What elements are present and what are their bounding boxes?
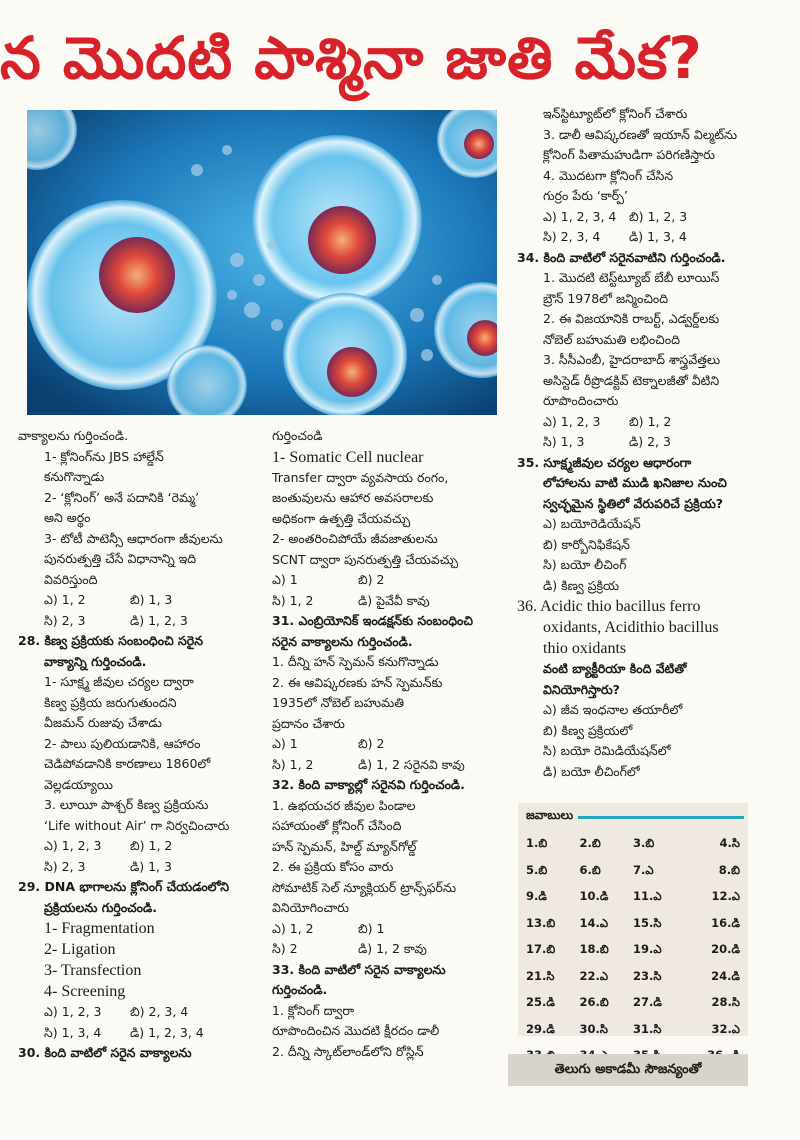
text-line: కనుగొన్నాడు xyxy=(44,469,105,484)
answer-item: 12.ఎ xyxy=(711,889,740,903)
text-line: 2- అంతరించిపోయే జీవజాతులను xyxy=(272,531,438,546)
text-line: సహాయంతో క్లోనింగ్ చేసింది xyxy=(272,818,402,833)
text-line: 3- Transfection xyxy=(44,962,142,979)
text-line: పునరుత్పత్తి చేసే విధానాన్ని ఇది xyxy=(44,551,197,566)
option: డి) 1, 2 కావు xyxy=(358,941,427,956)
text-line: 3. డాలీ ఆవిష్కరణతో ఇయాన్ విల్మట్‌ను xyxy=(543,126,738,142)
text-line: 3. లూయీ పాశ్చర్ కిణ్వ ప్రక్రియను xyxy=(44,797,209,812)
answer-item: 7.ఎ xyxy=(633,862,654,877)
option-row xyxy=(517,207,747,228)
answer-item: 14.ఎ xyxy=(579,915,609,930)
answer-item: 17.బి xyxy=(526,942,556,956)
text-line: సోమాటిక్ సెల్ న్యూక్లియర్ ట్రాన్స్‌ఫర్‌ను xyxy=(272,879,457,895)
answer-item: 29.డి xyxy=(526,1021,555,1036)
option-row xyxy=(272,591,504,612)
text-line: SCNT ద్వారా పునరుత్పత్తి చేయవచ్చు xyxy=(272,551,459,567)
text-line: అని అర్థం xyxy=(44,510,91,525)
question-line: వంటి బ్యాక్టీరియా కింది వేటితో xyxy=(543,661,687,676)
answer-item: 6.బి xyxy=(579,862,601,877)
text-line: వాక్యాలను గుర్తించండి. xyxy=(18,428,129,443)
text-line: బి) కిణ్వ ప్రక్రియలో xyxy=(543,722,633,738)
column-2 xyxy=(272,426,504,1062)
text-line: oxidants, Acidithio bacillus xyxy=(543,619,719,636)
text-line: వినియోగించారు xyxy=(272,900,349,915)
option-row xyxy=(517,227,747,248)
answer-item: 8.బి xyxy=(718,862,740,877)
option: సి) 2, 3 xyxy=(44,612,86,628)
option: సి) 1, 2 xyxy=(272,592,314,608)
answer-item: 27.డి xyxy=(633,995,662,1009)
question-line: 30. కింది వాటిలో సరైన వాక్యాలను xyxy=(18,1045,192,1060)
option-row xyxy=(517,432,747,453)
text-line: ఎ) బయోరెడియేషన్ xyxy=(543,516,641,531)
answer-item: 20.డి xyxy=(711,942,740,956)
text-line: అధికంగా ఉత్పత్తి చేయవచ్చు xyxy=(272,510,411,526)
text-line: హన్ స్పెమన్, హిల్డ్ మ్యాన్‌గోల్డ్ xyxy=(272,838,417,854)
text-line: 1. ఉభయచర జీవుల పిండాల xyxy=(272,797,416,813)
text-line: 2- పాలు పులియడానికి, ఆహారం xyxy=(44,735,201,751)
question-line: 32. కింది వాక్యాల్లో సరైనవి గుర్తించండి. xyxy=(272,777,465,792)
option-row xyxy=(18,590,263,611)
text-line: క్లోనింగ్ పితామహుడిగా పరిగణిస్తారు xyxy=(543,147,715,162)
answer-item: 4.సి xyxy=(719,836,740,850)
option: సి) 2 xyxy=(272,941,298,956)
answer-item: 25.డి xyxy=(526,995,555,1009)
option-row xyxy=(272,919,504,940)
text-line: ప్రదానం చేశారు xyxy=(272,715,345,731)
option: సి) 2, 3 xyxy=(44,858,86,874)
text-line: 1- Somatic Cell nuclear xyxy=(272,448,424,466)
option-row xyxy=(18,1002,263,1023)
text-line: సి) బయో రెమిడియేషన్‌లో xyxy=(543,743,671,758)
text-line: 1. మొదటి టెస్ట్‌ట్యూబ్ బేబీ లూయిస్ xyxy=(543,270,720,285)
answer-item: 1.బి xyxy=(526,836,548,850)
text-line: 4- Screening xyxy=(44,983,126,1000)
text-line: డి) కిణ్వ ప్రక్రియ xyxy=(543,577,620,593)
text-line: 2. ఈ ఆవిష్కరణకు హన్ స్పెమన్‌కు xyxy=(272,674,443,690)
text-line: ఎ) జీవ ఇంధనాల తయారీలో xyxy=(543,702,683,717)
text-line: 1- సూక్ష్మ జీవుల చర్యల ద్వారా xyxy=(44,674,194,689)
text-line: బ్రౌన్ 1978లో జన్మించింది xyxy=(543,290,669,306)
text-line: కిణ్వ ప్రక్రియ జరుగుతుందని xyxy=(44,694,177,710)
text-line: 3. సీసీఎంబీ, హైదరాబాద్ శాస్త్రవేత్తలు xyxy=(543,352,721,367)
answer-item: 31.సి xyxy=(633,1021,662,1036)
headline: న మొదటి పాశ్మినా జాతి మేక? xyxy=(0,24,703,92)
text-line: డి) బయో లీచింగ్‌లో xyxy=(543,763,640,779)
answer-item: 23.సి xyxy=(633,968,662,983)
option-row xyxy=(18,836,263,857)
text-line: 36. Acidic thio bacillus ferro xyxy=(517,598,701,615)
answer-item: 3.బి xyxy=(633,836,655,850)
text-line: సి) బయో లీచింగ్ xyxy=(543,557,627,572)
option: బి) 2 xyxy=(358,736,385,751)
question-line: 28. కిణ్వ ప్రక్రియకు సంబంధించి సరైన xyxy=(18,633,203,648)
answer-item: 21.సి xyxy=(526,968,555,983)
question-line: 34. కింది వాటిలో సరైనవాటిని గుర్తించండి. xyxy=(517,249,726,265)
text-line: ఇన్‌స్టిట్యూట్‌లో క్లోనింగ్ చేశారు xyxy=(543,106,688,121)
option: సి) 2, 3, 4 xyxy=(543,229,601,244)
option: డి) 1, 2, 3, 4 xyxy=(130,1024,204,1040)
text-line: చెడిపోవడానికి కారణాలు 1860లో xyxy=(44,756,211,771)
answer-item: 15.సి xyxy=(633,915,662,930)
answer-item: 2.బి xyxy=(579,836,601,850)
text-line: అసిస్టెడ్ రీప్రొడక్టివ్ టెక్నాలజీతో వీటిని xyxy=(543,372,720,388)
text-line: 3- టోటీ పాటెన్సీ ఆధారంగా జీవులను xyxy=(44,530,223,546)
cell-illustration xyxy=(27,110,497,415)
text-line: 2- ‘క్లోనింగ్’ అనే పదానికి ‘రెమ్మ’ xyxy=(44,489,200,505)
question-line: గుర్తించండి. xyxy=(272,982,328,997)
answer-item: 5.బి xyxy=(526,862,548,877)
option: బి) 1, 2, 3 xyxy=(629,208,688,224)
answer-item: 19.ఎ xyxy=(633,942,662,956)
text-line: గుర్రం పేరు ‘కార్ప్’ xyxy=(543,188,628,203)
answer-key-rule xyxy=(578,816,744,819)
question-line: లోహాలను వాటి ముడి ఖనిజాల నుంచి xyxy=(543,475,727,490)
text-line: 4. మొదటగా క్లోనింగ్ చేసిన xyxy=(543,167,674,183)
answer-item: 9.డి xyxy=(526,889,547,903)
question-line: వాక్యాన్ని గుర్తించండి. xyxy=(44,653,147,669)
option: ఎ) 1, 2, 3 xyxy=(44,1004,102,1019)
option-row xyxy=(18,1023,263,1044)
answer-item: 26.బి xyxy=(579,995,609,1009)
answer-item: 18.బి xyxy=(579,942,609,956)
text-line: జంతువులను ఆహార అవసరాలకు xyxy=(272,490,434,505)
option-row xyxy=(18,611,263,632)
option: ఎ) 1, 2 xyxy=(44,592,86,607)
text-line: 1- క్లోనింగ్‌ను JBS హాల్డేన్ xyxy=(44,448,164,464)
answer-key-box xyxy=(518,803,748,1036)
option: డి) 1, 3 xyxy=(130,858,172,874)
answer-item: 30.సి xyxy=(579,1021,608,1036)
column-3 xyxy=(517,104,747,782)
answer-key-title-text: జవాబులు xyxy=(526,808,574,822)
question-line: 29. DNA భాగాలను క్లోనింగ్ చేయడంలోని xyxy=(18,879,229,894)
option-row xyxy=(18,857,263,878)
column-1 xyxy=(18,426,263,1064)
option: ఎ) 1, 2, 3 xyxy=(44,838,102,853)
answer-item: 10.డి xyxy=(579,889,609,903)
option-row xyxy=(517,412,747,433)
option: బి) 1, 2 xyxy=(629,413,672,429)
option: డి) 2, 3 xyxy=(629,434,671,449)
answer-item: 22.ఎ xyxy=(579,968,609,983)
question-line: 31. ఎంబ్రియోనిక్ ఇండక్షన్‌కు సంబంధించి xyxy=(272,613,473,628)
option: బి) 2, 3, 4 xyxy=(130,1004,189,1019)
option: డి) 1, 3, 4 xyxy=(629,229,687,244)
option: ఎ) 1, 2, 3, 4 xyxy=(543,208,617,224)
option: డి) 1, 2 సరైనవి కావు xyxy=(358,756,465,772)
cell-illustration-graphic xyxy=(27,110,497,415)
option: ఎ) 1, 2 xyxy=(272,920,314,936)
option: బి) 1 xyxy=(358,920,385,936)
question-line: స్వచ్ఛమైన స్థితిలో వేరుపరిచే ప్రక్రియ? xyxy=(543,495,724,511)
answer-item: 24.డి xyxy=(711,968,740,983)
answer-item: 32.ఎ xyxy=(711,1021,740,1036)
text-line: ‘Life without Air’ గా నిర్వచించారు xyxy=(44,817,230,833)
text-line: నోబెల్ బహుమతి లభించింది xyxy=(543,331,680,347)
text-line: 1935లో నోబెల్ బహుమతి xyxy=(272,695,405,710)
text-line: బి) కార్బోనిఫికేషన్ xyxy=(543,536,630,552)
text-line: వెల్లడయ్యాయి xyxy=(44,776,113,792)
question-line: వినియోగిస్తారు? xyxy=(543,681,620,697)
option: ఎ) 1 xyxy=(272,572,298,587)
answer-item: 11.ఎ xyxy=(633,889,662,903)
text-line: 2. దీన్ని స్కాట్‌లాండ్‌లోని రోస్లిన్ xyxy=(272,1043,424,1059)
option: సి) 1, 2 xyxy=(272,756,314,772)
option: ఎ) 1, 2, 3 xyxy=(543,413,601,429)
answer-item: 13.బి xyxy=(526,915,556,930)
text-line: 2. ఈ ప్రక్రియ కోసం వారు xyxy=(272,859,394,874)
answer-item: 16.డి xyxy=(711,915,740,930)
question-line: సరైన వాక్యాలను గుర్తించండి. xyxy=(272,633,413,649)
option: బి) 2 xyxy=(358,572,385,587)
answer-item: 28.సి xyxy=(711,995,740,1009)
option: డి) పైవేవీ కావు xyxy=(358,592,430,608)
text-line: రూపొందించిన మొదటి క్షీరదం డాలీ xyxy=(272,1023,440,1038)
option: బి) 1, 2 xyxy=(130,838,173,853)
answer-grid xyxy=(518,826,748,1069)
option: సి) 1, 3 xyxy=(543,434,585,449)
option-row xyxy=(272,570,504,591)
text-line: thio oxidants xyxy=(543,640,627,657)
text-line: 1. క్లోనింగ్ ద్వారా xyxy=(272,1002,355,1018)
text-line: వివరిస్తుంది xyxy=(44,571,98,587)
text-line: 2. ఈ విజయానికి రాబర్ట్, ఎడ్వర్డ్‌లకు xyxy=(543,311,720,326)
credit-line: తెలుగు అకాడమీ సౌజన్యంతో xyxy=(508,1054,748,1086)
text-line: రూపొందించారు xyxy=(543,393,619,408)
question-line: 35. సూక్ష్మజీవుల చర్యల ఆధారంగా xyxy=(517,454,692,470)
option: డి) 1, 2, 3 xyxy=(130,612,188,628)
text-line: 1- Fragmentation xyxy=(44,920,155,937)
option: ఎ) 1 xyxy=(272,736,298,751)
question-line: ప్రక్రియలను గుర్తించండి. xyxy=(44,899,158,915)
option-row xyxy=(272,755,504,776)
option: బి) 1, 3 xyxy=(130,592,173,607)
text-line: 1. దీన్ని హన్ స్పెమన్ కనుగొన్నాడు xyxy=(272,654,439,669)
text-line: గుర్తించండి xyxy=(272,428,323,443)
option: సి) 1, 3, 4 xyxy=(44,1024,102,1040)
text-line: Transfer ద్వారా వ్యవసాయ రంగం, xyxy=(272,469,449,485)
option-row xyxy=(272,939,504,960)
answer-key-title xyxy=(518,803,748,826)
option-row xyxy=(272,734,504,755)
question-line: 33. కింది వాటిలో సరైన వాక్యాలను xyxy=(272,961,446,977)
text-line: 2- Ligation xyxy=(44,941,116,958)
text-line: వీజమన్ రుజువు చేశాడు xyxy=(44,715,162,730)
